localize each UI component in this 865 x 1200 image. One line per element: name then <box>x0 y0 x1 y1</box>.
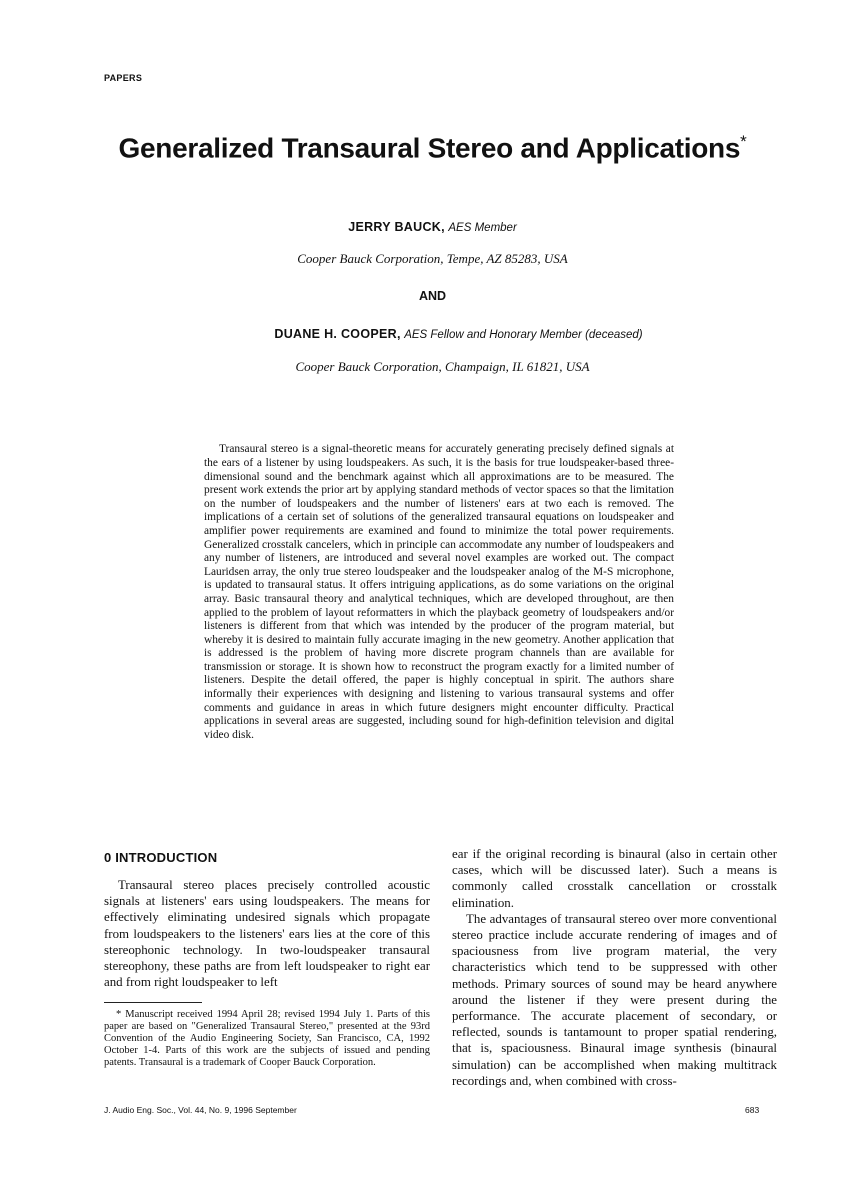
author-line-2 <box>26 327 865 341</box>
abstract: Transaural stereo is a signal-theoretic means for accurately generating precisely defined signals at the ears of a listener by using loudspeakers. As such, it is the basis for true loudspeaker-based three-dimensional sound and the benchmark against which all approximations are to be measured. The present work extends the prior art by applying standard methods of vector spaces so that the limitation on the number of loudspeakers and the number of listeners' ears at two each is removed. The implications of a certain set of solutions of the generalized transaural equations on loudspeaker and amplifier power requirements are examined and found to minimize the total power requirements. Generalized crosstalk cancelers, which in principle can accommodate any number of loudspeakers and any number of listeners, are introduced and several novel examples are worked out. The compact Lauridsen array, the only true stereo loudspeaker and the loudspeaker analog of the M-S microphone, is updated to transaural status. It offers intriguing applications, as do some variations on the original array. Basic transaural theory and analytical techniques, which are developed throughout, are then applied to the problem of layout reformatters in which the playback geometry of loudspeakers and/or listeners is different from that which was intended by the producer of the program material, but whereby it is desired to maintain fully accurate imaging in the new geometry. Another application that is addressed is the problem of having more discrete program channels than are available for transmission or storage. It is shown how to reconstruct the program exactly for a limited number of listeners. Despite the detail offered, the paper is highly conceptual in spirit. The authors share informally their experiences with designing and listening to various transaural systems and offer comments and guidance in areas in which future designers might encounter difficulty. Practical applications in several areas are suggested, including sound for high-definition television and digital video disk. <box>204 443 674 741</box>
intro-paragraph-right-2: The advantages of transaural stereo over more conventional stereo practice include accurate rendering of images and of spaciousness from live program material, the very characteristics which tend to be suppressed with other methods. Primary sources of sound may be heard anywhere around the listener if they were present during the performance. The accurate placement of secondary, or reflected, sounds is tantamount to proper spatial rendering, that is, spaciousness. Binaural image synthesis (binaural simulation) can be accomplished when making multitrack recordings and, when combined with cross- <box>452 911 777 1088</box>
left-column <box>104 850 430 1068</box>
author-name-1: JERRY BAUCK, <box>348 220 445 234</box>
author-role-2: AES Fellow and Honorary Member (deceased) <box>404 329 643 341</box>
author-conjunction: AND <box>418 289 447 303</box>
author-name-2: DUANE H. COOPER, <box>274 327 401 341</box>
right-column <box>452 846 777 1089</box>
author-affiliation-2: Cooper Bauck Corporation, Champaign, IL 61821, USA <box>295 359 590 374</box>
page-number: 683 <box>745 1105 760 1115</box>
author-line-1 <box>0 220 865 234</box>
intro-paragraph-right-1: ear if the original recording is binaural (also in certain other cases, which will be discussed later). Such a means is commonly called crosstalk cancellation or crosstalk elimination. <box>452 847 777 910</box>
footnote: * Manuscript received 1994 April 28; revised 1994 July 1. Parts of this paper are based on "Generalized Transaural Stereo," presented at the 93rd Convention of the Audio Engineering Society, San Francisco, CA, 1992 October 1-4. Parts of this work are the subjects of issued and pending patents. Transaural is a trademark of Cooper Bauck Corporation. <box>104 1009 430 1068</box>
author-affiliation-1: Cooper Bauck Corporation, Tempe, AZ 85283, USA <box>297 251 568 266</box>
paper-title-text: Generalized Transaural Stereo and Applications <box>118 132 741 164</box>
paper-title <box>0 132 865 164</box>
title-footnote-mark: * <box>740 132 747 151</box>
author-role-1: AES Member <box>448 222 517 234</box>
intro-paragraph-left: Transaural stereo places precisely controlled acoustic signals at listeners' ears using loudspeakers. The means for effectively eliminating undesired signals which propagate from loudspeakers to the listeners' ears lies at the core of this stereophonic technology. In two-loudspeaker transaural stereophony, these paths are from left loudspeaker to right ear and from right loudspeaker to left <box>104 878 430 990</box>
section-label: PAPERS <box>104 73 143 83</box>
section-heading-introduction: 0 INTRODUCTION <box>104 850 218 865</box>
journal-reference: J. Audio Eng. Soc., Vol. 44, No. 9, 1996 September <box>104 1105 297 1115</box>
footnote-divider <box>104 1002 202 1003</box>
